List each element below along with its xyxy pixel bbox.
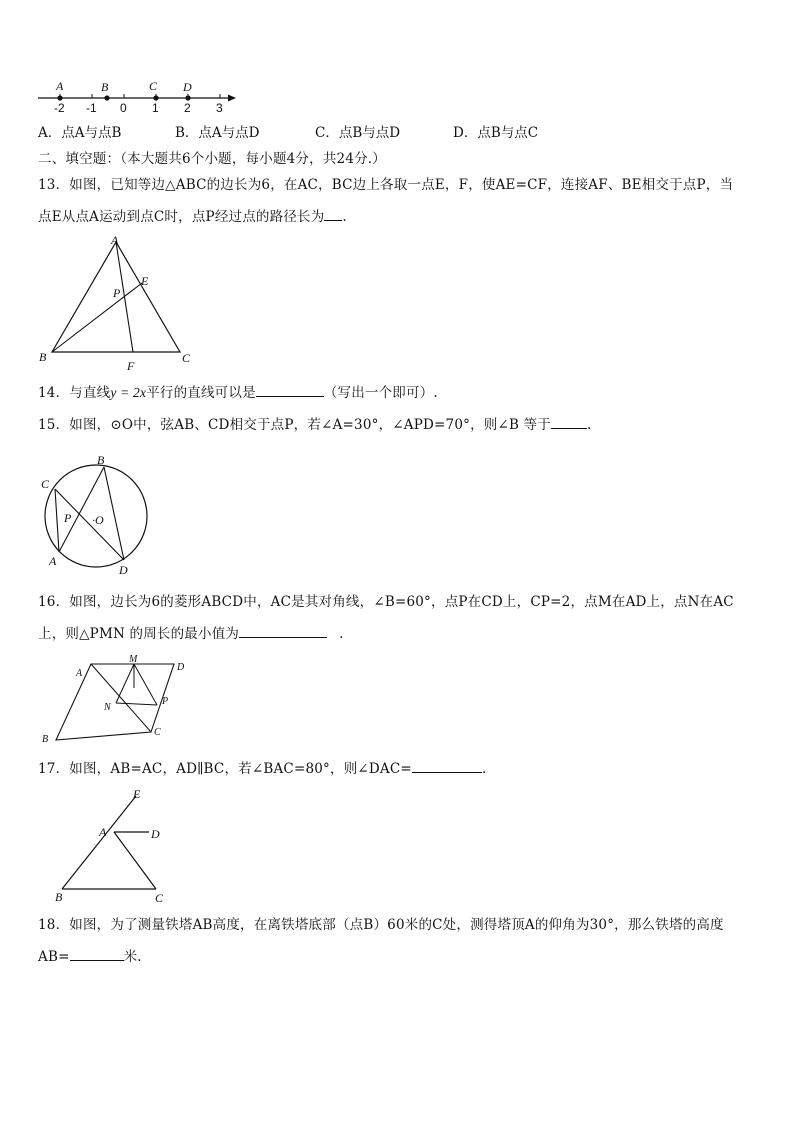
q17-label-c: C [155, 891, 164, 905]
q18-text-line2-main: AB= [38, 949, 70, 965]
tick-label: -1 [86, 101, 97, 115]
tick-label: -2 [54, 101, 65, 115]
q18-text-line2 [38, 948, 142, 966]
tick-label: 3 [216, 101, 223, 115]
q13-text-line1: 13．如图，已知等边△ABC的边长为6，在AC，BC边上各取一点E，F，使AE=CF，连接AF、BE相交于点P，当 [38, 177, 734, 193]
q16-rhombus-figure [36, 652, 186, 744]
q16-label-a: A [76, 668, 83, 679]
q13-label-a: A [111, 233, 119, 247]
answer-blank [256, 384, 324, 397]
q13-text-line2-main: 点E从点A运动到点C时，点P经过点的路径长为 [38, 209, 325, 225]
q14-text [38, 384, 438, 402]
option-b: B．点A与点D [175, 125, 260, 141]
q14-text-part3: （写出一个即可）. [323, 385, 438, 401]
q13-label-p: P [113, 286, 121, 300]
q17-label-a: A [99, 825, 107, 839]
q16-label-p: P [162, 696, 169, 707]
q17-period: . [481, 761, 487, 777]
option-d: D．点B与点C [453, 125, 539, 141]
answer-blank [412, 760, 482, 773]
q15-label-a: A [49, 554, 57, 568]
q15-label-o: ·O [92, 513, 104, 527]
q16-label-m: M [129, 654, 138, 665]
number-line-figure [30, 78, 250, 118]
section-heading: 二、填空题：（本大题共6个小题，每小题4分，共24分.） [38, 151, 386, 167]
q14-text-part1: 14．与直线 [38, 385, 111, 401]
option-c: C．点B与点D [315, 125, 401, 141]
q16-label-b: B [42, 734, 49, 745]
q13-label-b: B [39, 350, 47, 364]
q15-period: . [587, 417, 592, 433]
q15-label-c: C [41, 477, 50, 491]
q14-text-part2: 平行的直线可以是 [146, 385, 256, 401]
q16-text-line2 [38, 625, 344, 643]
q15-text [38, 416, 592, 434]
answer-blank [324, 208, 342, 221]
point-label-b: B [101, 80, 109, 94]
q15-label-b: B [97, 453, 105, 467]
q15-text-main: 15．如图，⊙O中，弦AB、CD相交于点P，若∠A=30°，∠APD=70°，则∠B 等于 [38, 417, 551, 433]
q16-text-line2-main: 上，则△PMN 的周长的最小值为 [38, 626, 240, 642]
q13-label-e: E [141, 274, 149, 288]
q18-unit: 米. [123, 949, 142, 965]
q16-label-c: C [154, 727, 161, 738]
q13-label-c: C [182, 351, 191, 365]
tick-label: 0 [120, 101, 127, 115]
point-b-dot [104, 95, 109, 100]
q17-text [38, 760, 486, 778]
q17-triangle-figure [52, 784, 176, 908]
answer-blank [70, 948, 124, 961]
q16-label-n: N [104, 702, 111, 713]
answer-blank [239, 625, 327, 638]
q13-label-f: F [127, 359, 135, 373]
q17-label-d: D [151, 827, 160, 841]
q17-text-main: 17．如图，AB=AC，AD∥BC，若∠BAC=80°，则∠DAC= [38, 761, 412, 777]
q13-period: . [342, 209, 347, 225]
answer-blank [551, 416, 587, 429]
q15-label-d: D [119, 563, 128, 577]
q15-label-p: P [64, 511, 72, 525]
q17-label-e: E [133, 787, 141, 801]
q15-circle-figure [34, 452, 164, 578]
tick-label: 1 [152, 101, 159, 115]
q13-text-line2 [38, 208, 347, 226]
point-a-dot [57, 95, 62, 100]
q18-text-line1: 18．如图，为了测量铁塔AB高度，在离铁塔底部（点B）60米的C处，测得塔顶A的仰角为30°，那么铁塔的高度 [38, 917, 724, 933]
option-a: A．点A与点B [38, 125, 122, 141]
q16-label-d: D [177, 662, 185, 673]
q13-triangle-figure [36, 232, 206, 374]
q17-label-b: B [55, 890, 63, 904]
q16-period: . [339, 626, 344, 642]
point-d-dot [185, 95, 190, 100]
point-c-dot [153, 95, 158, 100]
point-label-d: D [183, 80, 192, 94]
q14-formula: y = 2x [110, 385, 147, 400]
q16-text-line1: 16．如图，边长为6的菱形ABCD中，AC是其对角线，∠B=60°，点P在CD上，CP=2，点M在AD上，点N在AC [38, 594, 734, 610]
tick-label: 2 [184, 101, 191, 115]
point-label-c: C [149, 79, 158, 93]
point-label-a: A [56, 79, 64, 93]
